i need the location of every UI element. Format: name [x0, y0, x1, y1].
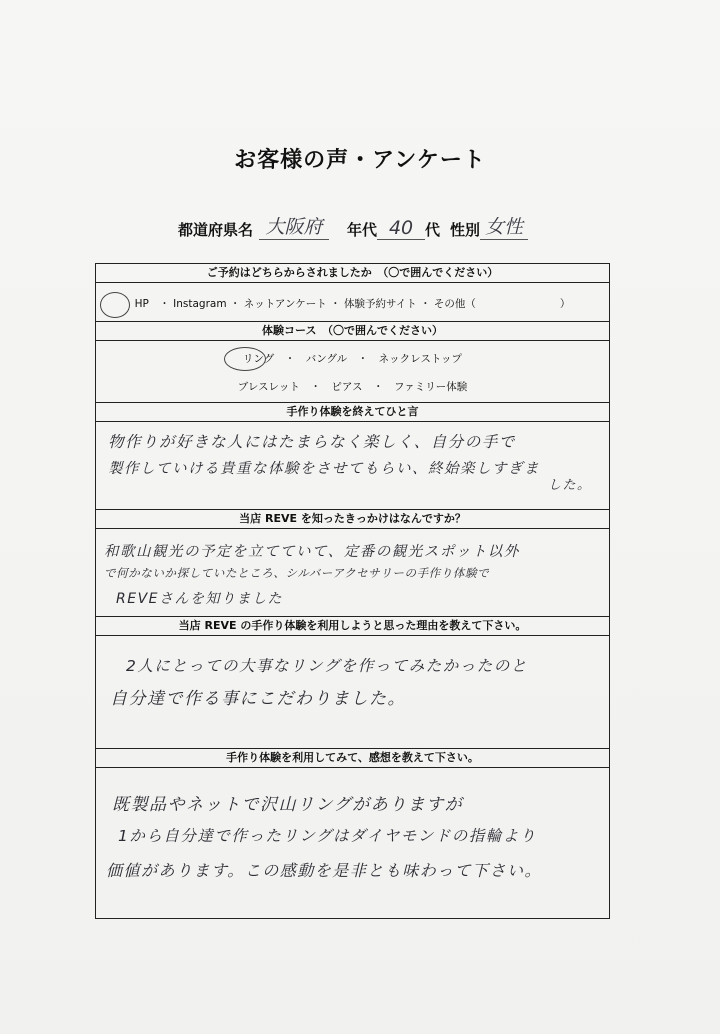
how-known-line-1: 和歌山観光の予定を立てていて、定番の観光スポット以外 [104, 544, 520, 560]
booking-circle-mark [100, 292, 130, 318]
age-suffix: 代 [425, 221, 441, 239]
feedback-header: 手作り体験を利用してみて、感想を教えて下さい。 [96, 748, 609, 768]
impression-line-1: 物作りが好きな人にはたまらなく楽しく、自分の手で [108, 433, 516, 451]
how-known-header: 当店 REVE を知ったきっかけはなんですか？ [96, 509, 609, 529]
booking-header: ご予約はどちらからされましたか （〇で囲んでください） [96, 264, 609, 283]
course-options-row2: ブレスレット ・ ピアス ・ ファミリー体験 [237, 381, 468, 393]
reason-line-1: 2人にとっての大事なリングを作ってみたかったのと [126, 657, 528, 675]
how-known-line-3: REVEさんを知りました [116, 591, 283, 607]
reason-header: 当店 REVE の手作り体験を利用しようと思った理由を教えて下さい。 [96, 616, 609, 636]
impression-line-2: 製作していける貴重な体験をさせてもらい、終始楽しすぎま [108, 461, 540, 477]
feedback-line-3: 価値があります。この感動を是非とも味わって下さい。 [106, 861, 543, 880]
age-label: 年代 [347, 221, 378, 239]
respondent-info [178, 214, 528, 240]
feedback-line-1: 既製品やネットで沢山リングがありますが [112, 795, 464, 815]
gender-value: 女性 [480, 212, 528, 240]
course-header: 体験コース （〇で囲んでください） [96, 321, 609, 341]
impression-header: 手作り体験を終えてひと言 [96, 402, 609, 422]
course-options-row1: リング ・ バングル ・ ネックレストップ [242, 353, 463, 365]
course-circle-mark [224, 347, 266, 371]
feedback-line-2: 1から自分達で作ったリングはダイヤモンドの指輪より [118, 827, 537, 845]
impression-line-3: した。 [548, 478, 592, 493]
booking-options: HP ・ Instagram ・ ネットアンケート ・ 体験予約サイト ・ その他（ ） [134, 298, 571, 310]
survey-form [95, 263, 610, 919]
page-title: お客様の声・アンケート [234, 147, 486, 173]
reason-line-2: 自分達で作る事にこだわりました。 [110, 689, 406, 709]
age-value: 40 [377, 217, 425, 240]
gender-label: 性別 [450, 221, 481, 239]
prefecture-value: 大阪府 [259, 212, 329, 240]
how-known-line-2: で何かないか探していたところ、シルバーアクセサリーの手作り体験で [104, 566, 490, 580]
prefecture-label: 都道府県名 [178, 221, 254, 239]
